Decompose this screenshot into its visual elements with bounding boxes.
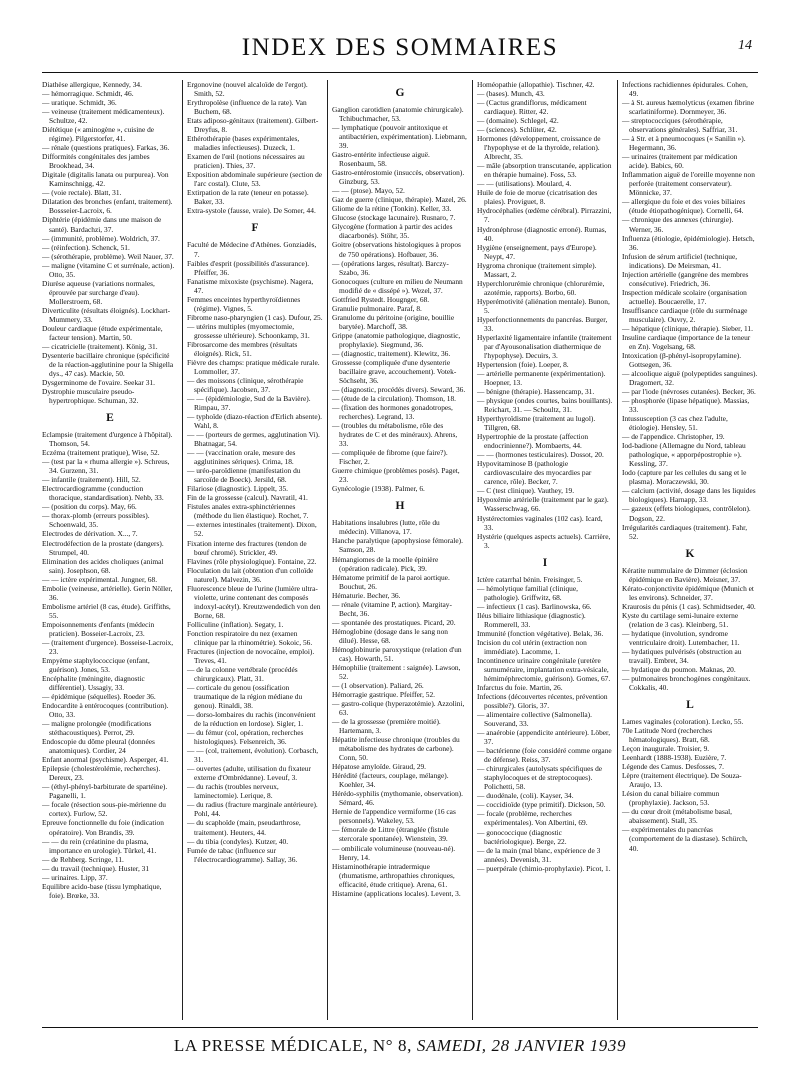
page-footer xyxy=(42,1027,758,1062)
index-entry: Fixation interne des fractures (tendon de bœuf chromé). Strickler, 49. xyxy=(187,538,307,557)
section-letter: F xyxy=(251,222,259,235)
index-column xyxy=(617,80,758,1020)
index-entry: Insuline cardiaque (importance de la teneur en Zn). Vogelsang, 68. xyxy=(622,332,751,351)
index-entry: — (immunité, problème). Woldrich, 37. xyxy=(42,233,160,243)
index-entry: Intussusception (3 cas chez l'adulte, étiologie). Hensley, 51. xyxy=(622,414,728,433)
index-entry: Embolisme artériel (8 cas, étude). Griffiths, 55. xyxy=(42,601,171,620)
index-entry: Hormones (développement, croissance de l'hypophyse et de la thyroïde, relation). Albrecht, 35. xyxy=(477,134,601,162)
index-entry: Hémorragie gastrique. Pfeiffer, 52. xyxy=(332,689,435,699)
index-entry: Granulie pulmonaire. Paraf, 8. xyxy=(332,303,422,313)
index-entry: Lésion du canal biliaire commun (prophylaxie). Jackson, 53. xyxy=(622,789,720,808)
index-entry: — coccidioïde (type primitif). Dickson, 50. xyxy=(477,800,606,810)
index-entry: Gottfried Rystedt. Hougnger, 68. xyxy=(332,294,430,304)
index-entry: Fibrome naso-pharyngien (1 cas). Dufour, 25. xyxy=(187,312,323,322)
index-entry: — alimentaire collective (Salmonella). Souverand, 33. xyxy=(477,710,592,729)
index-entry: — (traitement d'urgence). Bosseise-Lacroix, 23. xyxy=(42,637,174,656)
index-entry: Ethérothérapie (bases expérimentales, maladies infectieuses). Duzeck, 1. xyxy=(187,134,300,153)
index-entry: — infantile (traitement). Hill, 52. xyxy=(42,475,141,485)
index-entry: — hydatique (involution, syndrome ventriculaire droit). Lutembacher, 11. xyxy=(622,628,740,647)
index-entry: — duodénale, (coli). Kayser, 34. xyxy=(477,791,574,801)
index-entry: — allergique du foie et des voies biliaires (étude étiopathogénique). Cornelli, 64. xyxy=(622,197,746,216)
index-entry: — — (vaccination orale, mesure des agglutinines sériques). Crima, 18. xyxy=(187,448,296,467)
index-entry: Lèpre (traitement électrique). De Souza-Araujo, 13. xyxy=(622,771,742,790)
index-entry: Fluorescence bleue de l'urine (lumière ultra-violette, urine contenant des composés indoxyl-acétyl). Kreutzwendedich von den Borne, 68. xyxy=(187,583,321,620)
index-entry: Hypertension (foie). Loeper, 8. xyxy=(477,359,569,369)
index-entry: Granulome du péritoine (origine, bouillie barytée). Marchoff, 38. xyxy=(332,312,455,331)
index-entry: — du cœur droit (métabolisme basal, abaissement). Stall, 35. xyxy=(622,807,733,826)
index-entry: Hépatite infectieuse chronique (troubles du métabolisme des hydrates de carbone). Conn, 50. xyxy=(332,735,460,763)
index-entry: Elimination des acides choliques (animal sain). Josephson, 68. xyxy=(42,556,164,575)
index-entry: Etats adiposo-génitaux (traitement). Gilbert-Dreyfus, 8. xyxy=(187,116,319,135)
index-entry: Hystérectomies vaginales (102 cas). Icard, 33. xyxy=(477,513,603,532)
index-entry: — alcoolique aiguë (polypeptides sanguines). Dragomert, 32. xyxy=(622,369,758,388)
index-entry: — hémolytique familial (clinique, pathologie). Griffwitz, 68. xyxy=(477,583,578,602)
index-entry: Extirpation de la rate (teneur en potasse). Baker, 33. xyxy=(187,188,309,207)
index-entry: Faculté de Médecine d'Athènes. Gonziadès, 7. xyxy=(187,240,317,259)
index-entry: — (sciences). Schlüter, 42. xyxy=(477,125,557,135)
index-entry: Huile de foie de morue (cicatrisation des plaies). Proviguet, 8. xyxy=(477,188,598,207)
index-entry: — maligne (vitamine C et surrénale, action). Otto, 35. xyxy=(42,260,175,279)
index-entry: — rénale (vitamine P, action). Margitay-Becht, 36. xyxy=(332,599,452,618)
index-entry: Hypoxémie artérielle (traitement par le gaz). Wasserschwag, 66. xyxy=(477,495,609,514)
index-entry: — chirurgicales (autolysats spécifiques de staphylocoques et de streptocoques). Polichetti, 58. xyxy=(477,764,603,792)
index-entry: Gaz de guerre (clinique, thérapie). Mazel, 26. xyxy=(332,195,467,205)
index-entry: Hypertrophie de la prostate (affection endocrinienne?). Mombaerts, 44. xyxy=(477,432,589,451)
index-entry: Grippe (anatomie pathologique, diagnostic, prophylaxie). Siegmund, 36. xyxy=(332,330,461,349)
index-entry: — du rachis (troubles nerveux, laminectomie). Lerique, 8. xyxy=(187,782,279,801)
index-entry: — urinaires. Lipp, 37. xyxy=(42,872,108,882)
index-entry: Fin de la grossesse (calcul). Navratil, 41. xyxy=(187,493,308,503)
index-entry: — compliquée de fibrome (que faire?). Fischer, 2. xyxy=(332,448,448,467)
section-letter: G xyxy=(395,87,405,99)
index-entry: — puerpérale (chimio-prophylaxie). Picot, 1. xyxy=(477,863,611,873)
index-entry: — (domaine). Schlegel, 42. xyxy=(477,116,559,126)
index-column xyxy=(182,80,327,1020)
page-title: INDEX DES SOMMAIRES xyxy=(241,34,559,61)
index-entry: — physique (ondes courtes, bains bouillants). Reichart, 31. — Schoultz, 31. xyxy=(477,396,613,415)
footer-line xyxy=(174,1036,626,1056)
index-entry: Gastro-entérostomie (insuccès, observation). Ginzburg, 53. xyxy=(332,168,465,187)
index-entry: — (réinfection). Schenck, 51. xyxy=(42,242,130,252)
index-entry: — typhoïde (diazo-réaction d'Erlich absente). Wahl, 8. xyxy=(187,412,322,431)
index-entry: — hydatiques pulvérisés (obstruction au travail). Embret, 34. xyxy=(622,646,742,665)
index-entry: — hémorragique. Schmidt, 46. xyxy=(42,89,134,99)
index-entry: Electrodéfection de la prostate (dangers). Strumpel, 40. xyxy=(42,538,164,557)
index-entry: — (1 observation). Paliard, 26. xyxy=(332,680,424,690)
index-entry: Hydrocéphalies (œdème cérébral). Pirrazzini, 7. xyxy=(477,206,612,225)
index-entry: — (test par la « rhuma allergie »). Schreus, 34. Gurzenn, 31. xyxy=(42,457,170,476)
index-entry: — utérins multiples (myomectomie, grossesse ultérieure). Schoonkamp, 31. xyxy=(187,321,310,340)
index-entry: Infusion de sérum artificiel (technique, indications). De Meirsman, 41. xyxy=(622,251,738,270)
index-entry: Empoisonnements d'enfants (médecin praticien). Bosseier-Lacroix, 23. xyxy=(42,619,155,638)
index-entry: Infarctus du foie. Martin, 26. xyxy=(477,683,563,693)
index-entry: — fémorale de Littre (étranglée (fistule stercorale spontanée). Wienstein, 39. xyxy=(332,825,449,844)
index-entry: Endoscopie du dôme pleural (données anatomiques). Cordier, 24 xyxy=(42,737,155,756)
index-entry: Hémoglobine (dosage dans le sang non dilué). Hesse, 68. xyxy=(332,626,448,645)
index-column xyxy=(42,80,182,1020)
index-column xyxy=(327,80,472,1020)
index-entry: — (opérations larges, résultat). Barczy-Szabo, 36. xyxy=(332,258,449,277)
index-entry: Femmes enceintes hyperthyroïdiennes (régime). Vignes, 5. xyxy=(187,294,301,313)
index-entry: Empyème staphylococcique (enfant, guérison). Jones, 53. xyxy=(42,655,150,674)
index-entry: Ergonovine (nouvel alcaloïde de l'ergot). Smith, 52. xyxy=(187,80,308,99)
index-entry: — C (test clinique). Vauthey, 19. xyxy=(477,486,575,496)
index-entry: Endocardite à entérocoques (contribution). Otto, 33. xyxy=(42,701,169,720)
index-entry: — de la main (mal blanc, expérience de 3 années). Devenish, 31. xyxy=(477,845,601,864)
index-entry: Hygroma chronique (traitement simple). Massart, 2. xyxy=(477,260,597,279)
index-entry: Faibles d'esprit (possibilités d'assurance). Pfeiffer, 36. xyxy=(187,258,310,277)
index-entry: — (fixation des hormones gonadotropes, recherches). Legrand, 13. xyxy=(332,403,453,422)
index-entry: Intoxication (β-phényl-isopropylamine). Gottsegen, 36. xyxy=(622,350,742,369)
index-entry: — gastro-colique (hyperazotémie). Azzolini, 63. xyxy=(332,699,465,718)
index-entry: Digitale (digitalis lanata ou purpurea). Von Kaminschnigg, 42. xyxy=(42,170,169,189)
index-entry: — — (col, traitement, évolution). Corbasch, 31. xyxy=(187,746,319,765)
index-entry: — (troubles du métabolisme, rôle des hydrates de C et des minéraux). Ahrens, 33. xyxy=(332,421,458,449)
index-entry: Influenza (étiologie, épidémiologie). Hetsch, 36. xyxy=(622,233,755,252)
index-entry: Inspection médicale scolaire (organisation actuelle). Boucaerelle, 17. xyxy=(622,287,747,306)
index-entry: Fractures (injection de novocaïne, emploi). Treves, 41. xyxy=(187,646,315,665)
index-column xyxy=(472,80,617,1020)
index-entry: Hyperthyroïdisme (traitement au lugol). Tillgren, 68. xyxy=(477,414,596,433)
index-entry: — expérimentales du pancréas (comportement de la diastase). Schürch, 40. xyxy=(622,825,748,853)
index-entry: Flavines (rôle physiologique). Fontaine, 22. xyxy=(187,556,317,566)
index-entry: — uréo-paroïdienne (manifestation du sarcoïde de Boeck). Jersild, 68. xyxy=(187,466,301,485)
index-entry: — par l'iode (névroses cutanées). Becker, 36. xyxy=(622,387,756,397)
index-columns xyxy=(42,80,758,1020)
index-entry: — mâle (absorption transcutanée, application en thérapie humaine). Foss, 53. xyxy=(477,161,612,180)
index-entry: — — du rein (créatinine du plasma, importance en urologie). Türkel, 41. xyxy=(42,836,157,855)
index-entry: — ombilicale volumineuse (nouveau-né). Henry, 14. xyxy=(332,843,456,862)
index-entry: Hyperchlorurémie chronique (chlorurémie, azotémie, rapports). Borbo, 60. xyxy=(477,278,605,297)
index-entry: Inflammation aiguë de l'oreille moyenne non perforée (traitement conservateur). Mönnicke, 37. xyxy=(622,170,755,198)
index-entry: Histaminothérapie intradermique (rhumatisme, arthropathies chroniques, efficacité, étude critique). Arena, 61. xyxy=(332,861,455,889)
index-entry: Ictère catarrhal bénin. Freisinger, 5. xyxy=(477,574,583,584)
index-entry: — du scaphoïde (main, pseudarthrose, traitement). Heuters, 44. xyxy=(187,818,301,837)
index-entry: — du radius (fracture marginale antérieure). Pohl, 44. xyxy=(187,800,318,819)
index-entry: — du fémur (col, opération, recherches histologiques). Felsenreich, 36. xyxy=(187,728,304,747)
index-entry: Infections rachidiennes épidurales. Cohen, 49. xyxy=(622,80,748,99)
index-entry: Iod-badione (Allemagne du Nord, tableau pathologique, « apporpépostrophie »). Kessling, 37. xyxy=(622,441,746,469)
index-entry: — de la colonne vertébrale (procédés chirurgicaux). Platt, 31. xyxy=(187,664,298,683)
index-entry: Goitre (observations histologiques à propos de 750 opérations). Hofbauer, 36. xyxy=(332,240,461,259)
index-entry: — phosphorée (lipase hépatique). Massias, 33. xyxy=(622,396,750,415)
index-entry: Hanche paralytique (apophysiose fémorale). Samson, 28. xyxy=(332,536,463,555)
index-entry: — (voie rectale). Blatt, 31. xyxy=(42,188,122,198)
index-entry: — (diagnostic, traitement). Klewitz, 36. xyxy=(332,348,451,358)
index-entry: Habitations insalubres (lutte, rôle du médecin). Villanova, 17. xyxy=(332,518,440,537)
index-entry: Gliome de la rétine (Tonkin). Keller, 33. xyxy=(332,204,452,214)
index-entry: — cicatricielle (traitement). König, 31. xyxy=(42,341,158,351)
index-entry: — thorax-plomb (erreurs possibles). Schoenwald, 35. xyxy=(42,511,150,530)
index-entry: — rénale (questions pratiques). Farkas, 36. xyxy=(42,143,170,153)
index-entry: Grossesse (compliquée d'une dysenterie bacillaire grave, accouchement). Votek-Söchseht, 36. xyxy=(332,357,457,385)
index-entry: — à Str. et à pneumocoques (« Sanilin »). Hegermann, 36. xyxy=(622,134,746,153)
index-entry: — anaérobie (appendicite antérieure). Löber, 37. xyxy=(477,728,611,747)
index-entry: Fistules anales extra-sphinctériennes (méthode du lien élastique). Rochet, 7. xyxy=(187,502,309,521)
index-entry: — de l'appendice. Christopher, 19. xyxy=(622,432,725,442)
index-entry: Injection artérielle (gangrène des membres consécutive). Friedrich, 36. xyxy=(622,269,749,288)
index-entry: — des moissons (clinique, sérothérapie spécifique). Jacobsen, 37. xyxy=(187,375,304,394)
index-entry: — — (ptose). Mayo, 52. xyxy=(332,186,405,196)
index-entry: Diurèse aqueuse (variations normales, éprouvée par surcharge d'eau). Mollerstroem, 68. xyxy=(42,278,155,306)
index-entry: — veineuse (traitement médicamenteux). Schultze, 42. xyxy=(42,107,165,126)
section-letter: K xyxy=(685,547,695,560)
index-entry: Gonocoques (culture en milieu de Neumann modifié de « dissépé »). Wezel, 37. xyxy=(332,276,463,295)
index-entry: Folliculine (inflation). Segaty, 1. xyxy=(187,619,284,629)
index-entry: Leenhardt (1888-1938). Euzière, 7. xyxy=(622,753,727,763)
index-entry: — spontanée des prostatiques. Picard, 20. xyxy=(332,617,456,627)
footer-date: SAMEDI, 28 JANVIER 1939 xyxy=(416,1036,627,1055)
index-entry: Fanatisme mixoxiste (psychisme). Nagera, 47. xyxy=(187,276,314,295)
index-entry: — dorso-lombaires du rachis (inconvénient de la réduction en lordose). Sigler, 1. xyxy=(187,710,316,729)
index-entry: Hygiène (enseignement, pays d'Europe). Neypt, 47. xyxy=(477,242,597,261)
index-entry: Epilepsie (cholestérolémie, recherches). Dereux, 23. xyxy=(42,764,161,783)
index-entry: Gynécologie (1938). Palmer, 6. xyxy=(332,484,425,494)
index-entry: Eczéma (traitement pratique), Wise, 52. xyxy=(42,448,160,458)
index-entry: Incision du col utérin (extraction non immédiate). Lacomme, 1. xyxy=(477,637,587,656)
index-entry: — uratique. Schmidt, 36. xyxy=(42,98,117,108)
index-entry: — streptococciques (sérothérapie, observations générales). Saffriar, 31. xyxy=(622,116,738,135)
index-entry: Leçon inaugurale. Troisier, 9. xyxy=(622,744,710,754)
index-entry: Floculation du lait (obtention d'un colloïde naturel). Malvezin, 36. xyxy=(187,565,314,584)
index-entry: — de la grossesse (première moitié). Hartemann, 3. xyxy=(332,717,441,736)
index-entry: — bactérienne (foie considéré comme organe de défense). Reiss, 37. xyxy=(477,746,612,765)
index-entry: — focale (problème, recherches expérimentales). Von Albertini, 69. xyxy=(477,809,588,828)
index-entry: — — (utilisations). Moulard, 4. xyxy=(477,179,572,189)
index-entry: Glucose (stockage lacunaire). Rusnaro, 7. xyxy=(332,213,456,223)
index-entry: Hyperfonctionnements du pancréas. Burger, 33. xyxy=(477,314,608,333)
index-entry: — gazeux (effets biologiques, contrôlelon). Dogson, 22. xyxy=(622,504,751,523)
index-entry: Lames vaginales (coloration). Lecko, 55. xyxy=(622,717,744,727)
index-entry: Hépatose amyloïde. Giraud, 29. xyxy=(332,762,426,772)
index-entry: Hématome primitif de la paroi aortique. Bouchut, 26. xyxy=(332,572,450,591)
index-entry: Equilibre acido-base (tissu lymphatique, foie). Brœke, 33. xyxy=(42,881,162,900)
index-entry: — focale (résection sous-pie-mérienne du cortex). Furlow, 52. xyxy=(42,800,166,819)
section-letter: H xyxy=(395,500,405,513)
index-entry: Fonction respiratoire du nez (examen clinique par la rhinométrie). Sokoic, 56. xyxy=(187,628,313,647)
index-entry: Hématurie. Becher, 36. xyxy=(332,590,401,600)
index-entry: Eclampsie (traitement d'urgence à l'hôpital). Thomson, 54. xyxy=(42,430,173,449)
index-entry: — ouvertes (adulte, utilisation du fixateur externe d'Ombrédanne). Leveuf, 3. xyxy=(187,764,311,783)
index-entry: — calcium (activité, dosage dans les liquides biologiques). Harnapp, 33. xyxy=(622,486,756,505)
index-entry: — chronique des annexes (chirurgie). Werner, 36. xyxy=(622,215,734,234)
index-entry: Filariose (diagnostic). Lippelt, 35. xyxy=(187,484,288,494)
index-entry: — épidémique (séquelles). Roeder 36. xyxy=(42,692,156,702)
index-entry: Insuffisance cardiaque (rôle du surménage musculaire). Ouvry, 2. xyxy=(622,305,748,324)
footer-journal: LA PRESSE MÉDICALE, N° 8, xyxy=(173,1036,412,1055)
index-entry: 70e Latitude Nord (recherches hématologiques). Bratt, 68. xyxy=(622,726,713,745)
index-entry: Embolie (veineuse, artérielle). Gerin Nöller, 36. xyxy=(42,583,173,602)
index-entry: Iodo (capture par les cellules du sang et le plasma). Moraczewski, 30. xyxy=(622,468,747,487)
index-entry: — hydatique du poumon. Maknas, 20. xyxy=(622,664,736,674)
index-entry: Electrocardiogramme (conduction thoracique, standardisation). Nehb, 33. xyxy=(42,484,164,503)
index-entry: Fibrosarcome des membres (résultats éloignés). Rick, 51. xyxy=(187,339,298,358)
index-entry: Kyste du cartilage semi-lunaire externe (relation de 3 cas). Kleinberg, 51. xyxy=(622,610,739,629)
index-entry: Légende des Camus. Desfosses, 7. xyxy=(622,762,725,772)
index-entry: Exposition abdominale supérieure (section de l'arc costal). Clute, 53. xyxy=(187,170,323,189)
index-entry: Examen de l'œil (notions nécessaires au praticien). Thies, 37. xyxy=(187,152,305,171)
index-entry: Guerre chimique (problèmes posés). Paget, 23. xyxy=(332,466,460,485)
index-entry: Homéopathie (allopathie). Tischner, 42. xyxy=(477,80,595,89)
index-entry: Hydronéphrose (diagnostic erroné). Rumas, 40. xyxy=(477,224,607,243)
section-letter: I xyxy=(542,556,548,569)
index-entry: — (position du corps). May, 66. xyxy=(42,502,137,512)
index-entry: Hérédité (facteurs, couplage, mélange). Koehler, 34. xyxy=(332,771,449,790)
index-entry: Fumée de tabac (influence sur l'électrocardiogramme). Sallay, 36. xyxy=(187,845,298,864)
index-entry: Ganglion carotidien (anatomie chirurgicale). Tchibuchmacher, 53. xyxy=(332,105,464,124)
index-entry: Fièvre des champs: pratique médicale rurale. Lommoller, 37. xyxy=(187,357,320,376)
index-entry: Dystrophie musculaire pseudo-hypertrophique. Schuman, 32. xyxy=(42,387,139,406)
index-entry: Erythropoïèse (influence de la rate). Van Buchem, 68. xyxy=(187,98,307,117)
index-entry: — pulmonaires bronchogènes congénitaux. Cokkalis, 40. xyxy=(622,673,751,693)
index-entry: — à St. aureus hæmolyticus (examen fibrine scarlatiniforme). Dornmeyer, 36. xyxy=(622,98,754,117)
index-entry: Difformités congénitales des jambes Brookhead, 34. xyxy=(42,152,150,171)
index-entry: — (Cactus grandiflorus, médicament cardiaque). Ritter, 42. xyxy=(477,98,587,117)
index-entry: — urinaires (traitement par médication acide). Babics, 60. xyxy=(622,152,738,171)
index-entry: Hémoglobinurie paroxystique (relation d'un cas). Howarth, 51. xyxy=(332,644,462,663)
index-entry: — artérielle permanente (expérimentation). Hoepner, 13. xyxy=(477,369,606,388)
index-entry: Kérato-conjonctivite épidémique (Munich et les environs). Schneider, 37. xyxy=(622,583,754,602)
index-entry: Hyperlaxité ligamentaire infantile (traitement par d'Ayousonalisation diathermique de l'hypophyse). Decuirs, 3. xyxy=(477,332,612,360)
index-entry: Kraurosis du pénis (1 cas). Schmidtseder, 40. xyxy=(622,601,756,611)
index-entry: — (bases). Munch, 43. xyxy=(477,89,545,99)
index-entry: — lymphatique (pouvoir antitoxique et antibactérien, expérimentation). Liebmann, 39. xyxy=(332,123,467,151)
index-entry: — bénigne (thérapie). Hassencamp, 31. xyxy=(477,387,595,397)
index-entry: — — (hormones testiculaires). Dossot, 20. xyxy=(477,450,604,460)
index-entry: Extra-systole (fausse, vraie). De Somer, 44. xyxy=(187,206,316,216)
index-entry: Hémophilie (traitement : saignée). Lawson, 52. xyxy=(332,662,461,681)
section-letter: E xyxy=(106,412,114,425)
index-entry: Electrodes de dérivation. X..., 7. xyxy=(42,529,138,539)
index-entry: Diététique (« aminogène », cuisine de régime). Pilgerstorfer, 41. xyxy=(42,125,155,144)
index-entry: Epreuve fonctionnelle du foie (indication opératoire). Von Brandis, 39. xyxy=(42,818,164,837)
index-entry: Hérédo-syphilis (mythomanie, observation). Sémard, 46. xyxy=(332,789,463,808)
index-entry: Enfant anormal (psychisme). Asperger, 41. xyxy=(42,755,169,765)
index-entry: Hypovitaminose B (pathologie cardiovasculaire des myocardies par carence, rôle). Becker, 7. xyxy=(477,459,592,487)
index-entry: Gastro-entérite infectieuse aiguë. Rosenbaum, 58. xyxy=(332,150,430,169)
index-entry: Immunité (fonction végétative). Belak, 36. xyxy=(477,628,604,638)
index-entry: Dilatation des bronches (enfant, traitement). Bossseier-Lacroix, 6. xyxy=(42,197,173,216)
index-entry: Diathèse allergique, Kennedy, 34. xyxy=(42,80,142,89)
index-entry: — gonococcique (diagnostic bactériologique). Berge, 22. xyxy=(477,827,567,846)
index-entry: — du travail (technique). Huster, 31 xyxy=(42,863,150,873)
page-number: 14 xyxy=(738,38,752,53)
index-entry: — — (épidémiologie, Sud de la Bavière). Rimpau, 37. xyxy=(187,394,311,413)
index-entry: Hernie de l'appendice vermiforme (16 cas personnels). Wakeley, 53. xyxy=(332,807,456,826)
index-entry: Hyperémotivité (aliénation mentale). Bunon, 5. xyxy=(477,296,610,315)
index-entry: — — ictère expérimental. Jungner, 68. xyxy=(42,574,158,584)
index-entry: — infectieux (1 cas). Barlinowska, 66. xyxy=(477,601,592,611)
index-entry: Dysgerminome de l'ovaire. Seekar 31. xyxy=(42,378,155,388)
index-entry: Hystérie (quelques aspects actuels). Carrière, 3. xyxy=(477,531,611,550)
index-entry: Iléus biliaire lithiasique (diagnostic). Rommerell, 33. xyxy=(477,610,586,629)
index-entry: Incontinence urinaire congénitale (uretère surnuméraire, implantation extra-vésicale, hémiméphrectomie, guérison). Gomes, 67. xyxy=(477,655,611,683)
index-entry: Hémangiomes de la moelle épinière (opération radicale). Pick, 39. xyxy=(332,554,439,573)
index-entry: Encéphalite (méningite, diagnostic différentiel). Ussagiy, 33. xyxy=(42,673,145,693)
index-entry: — du tibia (condyles). Kutzer, 40. xyxy=(187,836,289,846)
page-header xyxy=(42,30,758,73)
index-entry: — (étude de la circulation). Thomson, 18. xyxy=(332,394,457,404)
section-letter: L xyxy=(686,699,694,712)
index-entry: — de Rehberg. Scringe, 11. xyxy=(42,854,124,864)
index-entry: — (diagnostic, procédés divers). Seward, 36. xyxy=(332,384,466,394)
index-entry: — (sérothérapie, problème). Weil Nauer, 37. xyxy=(42,251,174,261)
index-entry: Glycogène (formation à partir des acides diacarbonés). Stöhr, 35. xyxy=(332,222,453,241)
index-entry: Diphtérie (épidémie dans une maison de santé). Bardachzi, 37. xyxy=(42,215,162,234)
index-entry: — hépatique (clinique, thérapie). Sieber, 11. xyxy=(622,323,753,333)
index-entry: Diverticulite (résultats éloignés). Lockhart-Mummery, 33. xyxy=(42,305,171,324)
index-entry: — externes intestinales (traitement). Dixon, 52. xyxy=(187,520,317,539)
index-entry: Irrégularités cardiaques (traitement). Fahr, 52. xyxy=(622,522,748,541)
index-entry: Douleur cardiaque (étude expérimentale, facteur tension). Martin, 50. xyxy=(42,323,163,342)
index-entry: Kératite nummulaire de Dimmer (éclosion épidémique en Bavière). Meisner, 37. xyxy=(622,565,748,584)
index-entry: — — (porteurs de germes, agglutination Vi). Bhatnagar, 54. xyxy=(187,430,320,449)
index-entry: — maligne prolongée (modifications stéthacoustiques). Perrot, 29. xyxy=(42,719,152,738)
index-entry: Dysenterie bacillaire chronique (spécificité de la réaction-agglutinine pour la Shigella dys., 47 cas). Mackie, 50. xyxy=(42,350,174,378)
index-entry: Infections (découvertes récentes, prévention possible?). Gloris, 37. xyxy=(477,692,608,711)
index-entry: — corticale du genou (ossification traumatique de la région médiane du genou). Rinaldi, 38. xyxy=(187,683,303,711)
index-entry: — (éthyl-phényl-barbiturate de spartéine). Paganelli, 1. xyxy=(42,782,168,801)
index-entry: Histamine (applications locales). Levent, 3. xyxy=(332,888,461,898)
